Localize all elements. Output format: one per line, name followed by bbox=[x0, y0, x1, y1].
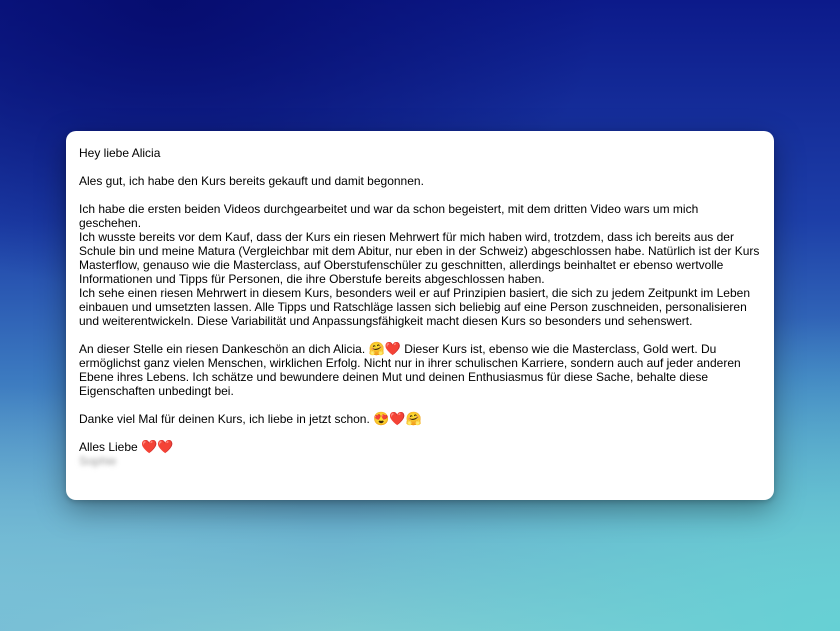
thanks-text-start: An dieser Stelle ein riesen Dankeschön an dich Alicia. bbox=[79, 342, 369, 356]
hug-heart-emoji-icon: 🤗❤️ bbox=[368, 341, 401, 356]
gratitude-text: Danke viel Mal für deinen Kurs, ich liebe in jetzt schon. bbox=[79, 412, 374, 426]
blurred-signature: Sophie bbox=[79, 454, 117, 468]
paragraph-thanks bbox=[79, 342, 761, 398]
thanks-text-end: Dieser Kurs ist, ebenso wie die Masterclass, Gold wert. Du ermöglichst ganz vielen Menschen, wirklichen Erfolg. Nicht nur in ihrer schulischen Karriere, sondern auch auf jeder anderen Ebene ihres Lebens. Ich schätze und bewundere deinen Mut und deinen Enthusiasmus für diese Sache, behalte diese Eigenschaften unbedingt bei. bbox=[79, 342, 745, 398]
message-card bbox=[66, 131, 774, 500]
paragraph-experience: Ich habe die ersten beiden Videos durchgearbeitet und war da schon begeistert, mit dem dritten Video wars um mich geschehen. Ich wusste bereits vor dem Kauf, dass der Kurs ein riesen Mehrwert für mich haben wird, trotzdem, dass ich bereits aus der Schule bin und meine Matura (Vergleichbar mit dem Abitur, nur eben in der Schweiz) abgeschlossen habe. Natürlich ist der Kurs Masterflow, genauso wie die Masterclass, auf Oberstufenschüler zu geschnitten, allerdings beinhaltet er ebenso wertvolle Informationen und Tipps für Personen, die ihre Oberstufe bereits abgeschlossen haben. Ich sehe einen riesen Mehrwert in diesem Kurs, besonders weil er auf Prinzipien basiert, die sich zu jedem Zeitpunkt im Leben einbauen und umsetzten lassen. Alle Tipps und Ratschläge lassen sich beliebig auf eine Person zuschneiden, personalisieren und weiterentwickeln. Diese Variabilität und Anpassungsfähigkeit macht diesen Kurs so besonders und sehenswert. bbox=[79, 202, 760, 328]
paragraph-gratitude bbox=[79, 412, 761, 426]
closing-text: Alles Liebe bbox=[79, 440, 142, 454]
paragraph-purchase: Ales gut, ich habe den Kurs bereits gekauft und damit begonnen. bbox=[79, 174, 424, 188]
closing-line bbox=[79, 440, 761, 454]
heart-eyes-emoji-icon: 😍❤️🤗 bbox=[373, 411, 422, 426]
hearts-emoji-icon: ❤️❤️ bbox=[141, 439, 174, 454]
greeting-line: Hey liebe Alicia bbox=[79, 146, 161, 160]
